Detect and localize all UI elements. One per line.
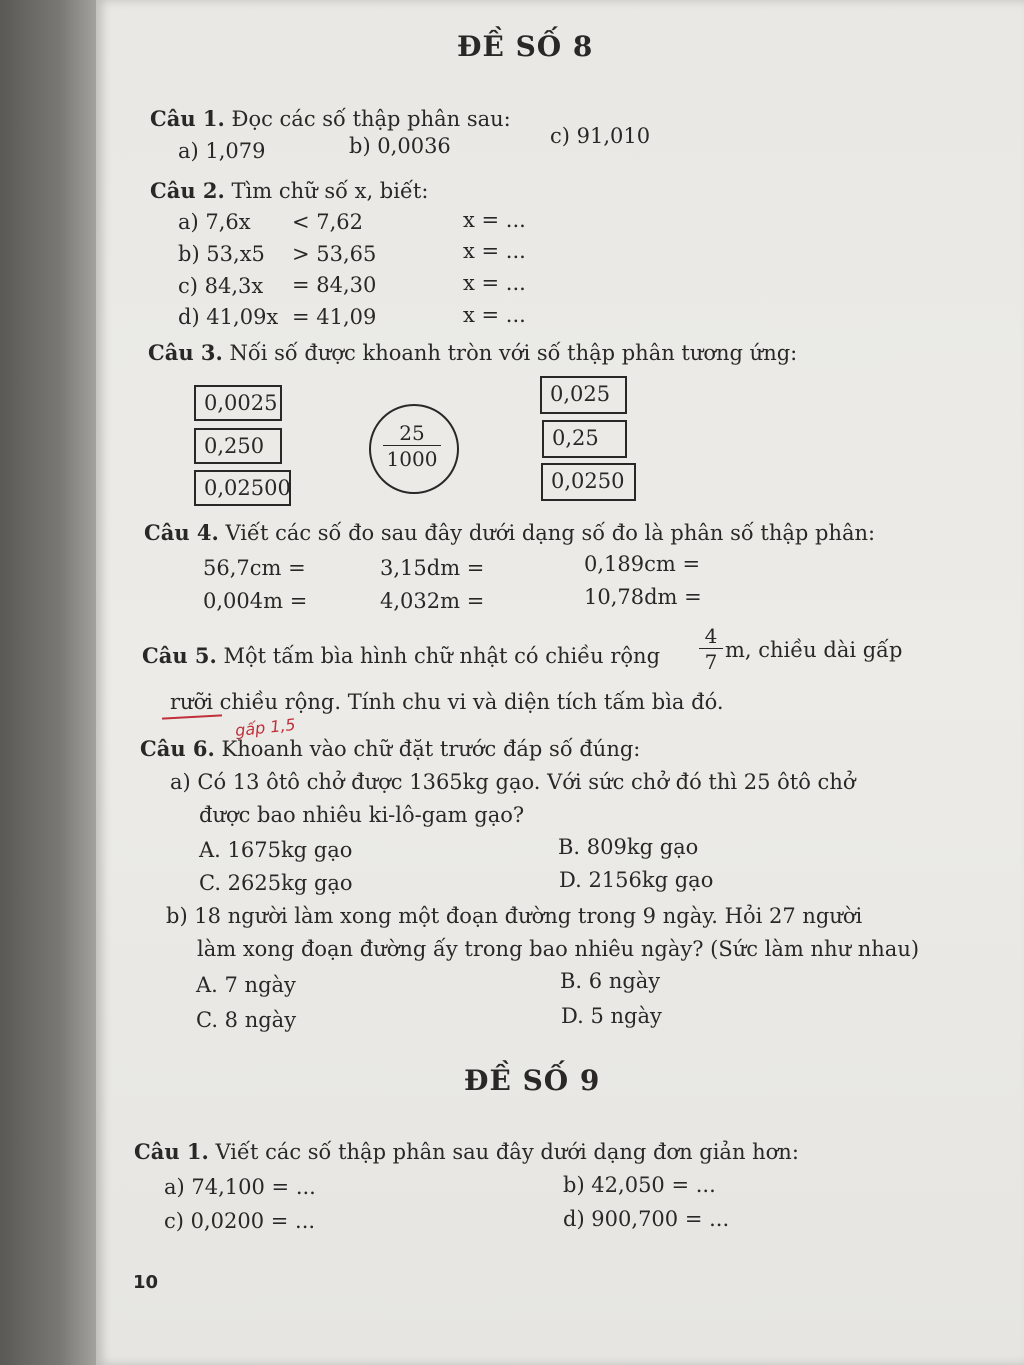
q6b-option-d[interactable]: D. 5 ngày — [561, 1004, 662, 1028]
q3-right-box-1[interactable]: 0,025 — [540, 376, 627, 414]
q2-row-c-answer: x = ... — [463, 271, 526, 295]
q1-option-c: c) 91,010 — [550, 124, 651, 148]
q2-row-a-answer: x = ... — [463, 208, 526, 232]
q5-fraction — [699, 624, 723, 675]
exam9-q1-c: c) 0,0200 = ... — [164, 1209, 316, 1233]
q6a-option-c[interactable]: C. 2625kg gạo — [199, 871, 353, 895]
exam9-q1-b: b) 42,050 = ... — [563, 1173, 716, 1197]
q2-row-d-right: = 41,09 — [292, 305, 377, 329]
q6a-line-2: được bao nhiêu ki-lô-gam gạo? — [199, 803, 525, 827]
q4-r1-c3: 0,189cm = — [584, 552, 701, 576]
q4-r1-c2: 3,15dm = — [380, 556, 485, 580]
q5-fraction-numerator: 4 — [699, 624, 723, 649]
exam9-q1-d: d) 900,700 = ... — [563, 1207, 730, 1231]
q6a-line-1: a) Có 13 ôtô chở được 1365kg gạo. Với sức chở đó thì 25 ôtô chở — [170, 770, 856, 794]
exam-9-title: ĐỀ SỐ 9 — [464, 1064, 601, 1097]
q2-row-c-right: = 84,30 — [292, 273, 377, 297]
q2-row-c-left: c) 84,3x — [178, 274, 264, 298]
exam8-q3 — [148, 340, 797, 365]
q6-label: Câu 6. — [140, 736, 215, 761]
q2-row-a-right: < 7,62 — [292, 210, 364, 234]
book-spine-shadow — [0, 0, 100, 1365]
q5-line-2: rưỡi chiều rộng. Tính chu vi và diện tích tấm bìa đó. — [170, 690, 724, 714]
q2-row-d-left: d) 41,09x — [178, 305, 279, 329]
exam9-q1-label: Câu 1. — [134, 1139, 209, 1164]
q2-text: Tìm chữ số x, biết: — [231, 179, 429, 203]
exam8-q5 — [142, 643, 660, 668]
q5-text: Một tấm bìa hình chữ nhật có chiều rộng — [223, 644, 661, 668]
q3-fraction — [383, 421, 441, 472]
q1-text: Đọc các số thập phân sau: — [231, 107, 511, 131]
exam8-q6 — [140, 736, 640, 761]
exam9-q1-text: Viết các số thập phân sau đây dưới dạng đơn giản hơn: — [215, 1140, 799, 1164]
q4-r1-c1: 56,7cm = — [203, 556, 306, 580]
exam-8-title: ĐỀ SỐ 8 — [457, 30, 594, 63]
q3-right-box-3[interactable]: 0,0250 — [541, 463, 636, 501]
q5-text-continued: m, chiều dài gấp — [725, 638, 903, 662]
q3-label: Câu 3. — [148, 340, 223, 365]
exam8-q4 — [144, 520, 875, 545]
q5-label: Câu 5. — [142, 643, 217, 668]
q4-text: Viết các số đo sau đây dưới dạng số đo là phân số thập phân: — [225, 521, 876, 545]
q6b-option-b[interactable]: B. 6 ngày — [560, 969, 661, 993]
q2-row-b-right: > 53,65 — [292, 242, 377, 266]
q3-right-box-2[interactable]: 0,25 — [542, 420, 627, 458]
q6-text: Khoanh vào chữ đặt trước đáp số đúng: — [221, 737, 641, 761]
q6a-option-b[interactable]: B. 809kg gạo — [558, 835, 699, 859]
q3-left-box-1[interactable]: 0,0025 — [194, 385, 282, 421]
q2-row-b-answer: x = ... — [463, 239, 526, 263]
q3-fraction-numerator: 25 — [383, 421, 441, 446]
q6a-option-a[interactable]: A. 1675kg gạo — [199, 838, 353, 862]
q5-fraction-denominator: 7 — [704, 650, 718, 674]
q1-label: Câu 1. — [150, 106, 225, 131]
q6b-line-1: b) 18 người làm xong một đoạn đường trong 9 ngày. Hỏi 27 người — [166, 904, 863, 928]
q4-r2-c3: 10,78dm = — [584, 585, 702, 609]
q2-row-b-left: b) 53,x5 — [178, 242, 265, 266]
q6b-option-c[interactable]: C. 8 ngày — [196, 1008, 297, 1032]
handwritten-note: gấp 1,5 — [234, 714, 297, 741]
exam8-q1 — [150, 106, 511, 131]
q3-left-box-3[interactable]: 0,02500 — [194, 470, 291, 506]
q4-r2-c2: 4,032m = — [380, 589, 485, 613]
q2-row-a-left: a) 7,6x — [178, 210, 251, 234]
q6b-option-a[interactable]: A. 7 ngày — [196, 973, 296, 997]
q4-r2-c1: 0,004m = — [203, 589, 308, 613]
exam9-q1-a: a) 74,100 = ... — [164, 1175, 316, 1199]
exam9-q1 — [134, 1139, 799, 1164]
q1-option-a: a) 1,079 — [178, 139, 266, 163]
q3-text: Nối số được khoanh tròn với số thập phân tương ứng: — [229, 341, 798, 365]
q2-row-d-answer: x = ... — [463, 303, 526, 327]
q3-fraction-denominator: 1000 — [386, 447, 438, 471]
q3-left-box-2[interactable]: 0,250 — [194, 428, 282, 464]
q6a-option-d[interactable]: D. 2156kg gạo — [559, 868, 714, 892]
q2-label: Câu 2. — [150, 178, 225, 203]
exam8-q2 — [150, 178, 428, 203]
page-number: 10 — [133, 1272, 159, 1293]
q1-option-b: b) 0,0036 — [349, 134, 451, 158]
q6b-line-2: làm xong đoạn đường ấy trong bao nhiêu ngày? (Sức làm như nhau) — [197, 937, 920, 961]
q4-label: Câu 4. — [144, 520, 219, 545]
